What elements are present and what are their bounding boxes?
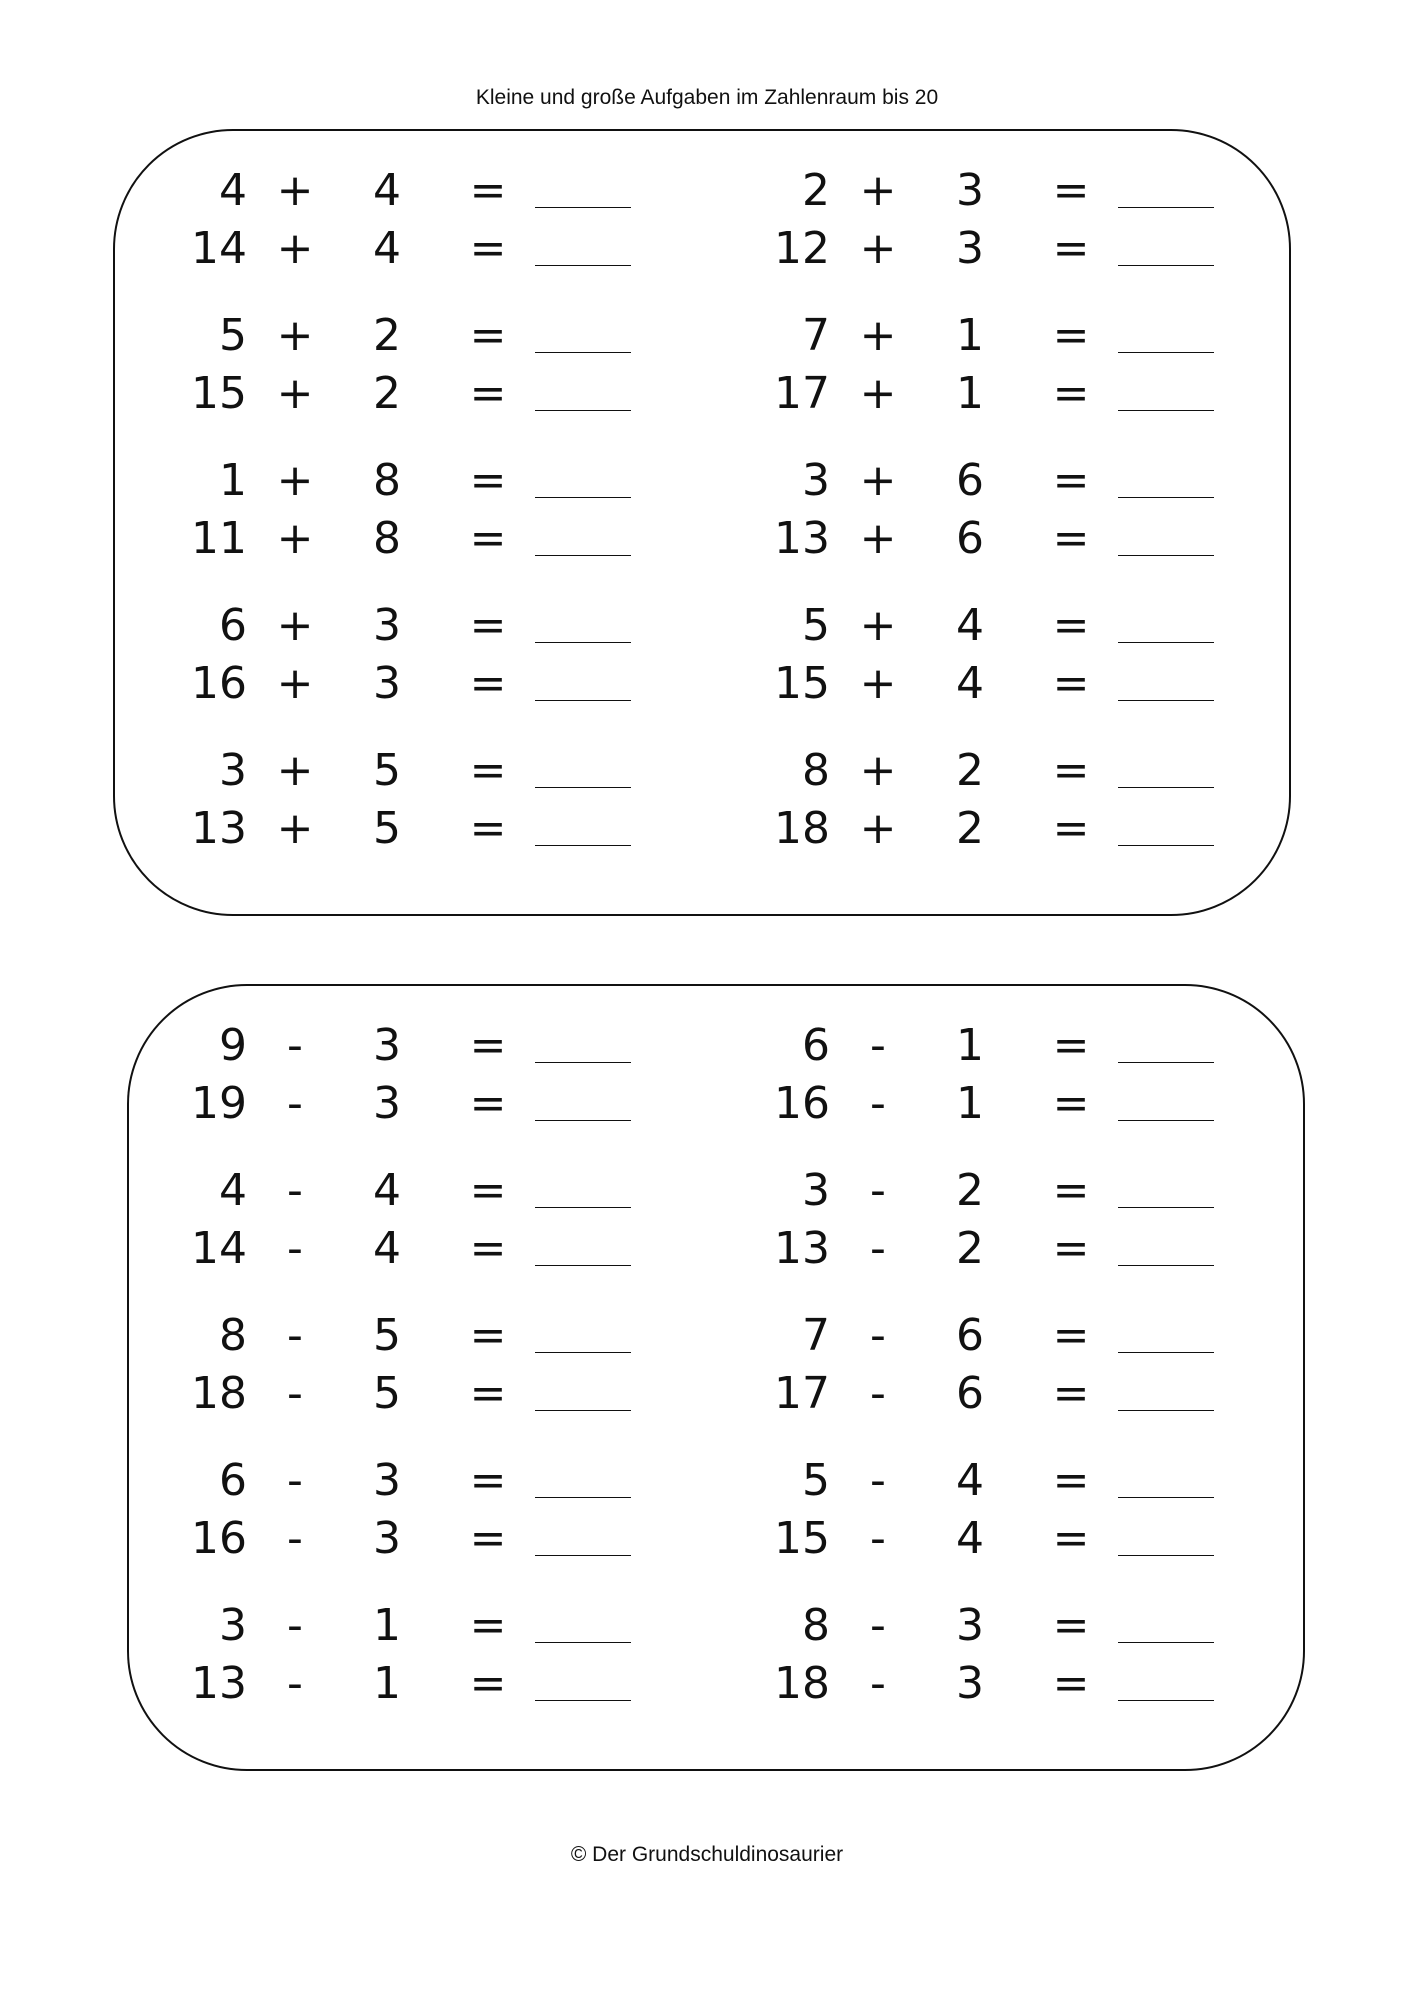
answer-blank[interactable] bbox=[535, 410, 631, 411]
equals-sign: = bbox=[1052, 1223, 1090, 1274]
equals-sign: = bbox=[469, 1165, 507, 1216]
answer-blank[interactable] bbox=[1118, 700, 1214, 701]
operator: - bbox=[287, 1020, 303, 1071]
second-operand: 1 bbox=[956, 310, 984, 361]
first-operand: 5 bbox=[802, 600, 830, 651]
operator: - bbox=[870, 1513, 886, 1564]
first-operand: 8 bbox=[802, 745, 830, 796]
operator: - bbox=[870, 1658, 886, 1709]
operator: + bbox=[276, 600, 314, 651]
answer-blank[interactable] bbox=[535, 700, 631, 701]
first-operand: 15 bbox=[774, 1513, 830, 1564]
answer-blank[interactable] bbox=[535, 1265, 631, 1266]
first-operand: 17 bbox=[774, 368, 830, 419]
equals-sign: = bbox=[1052, 745, 1090, 796]
answer-blank[interactable] bbox=[1118, 410, 1214, 411]
equals-sign: = bbox=[469, 513, 507, 564]
equals-sign: = bbox=[1052, 1368, 1090, 1419]
equals-sign: = bbox=[1052, 368, 1090, 419]
answer-blank[interactable] bbox=[1118, 787, 1214, 788]
answer-blank[interactable] bbox=[1118, 1062, 1214, 1063]
equals-sign: = bbox=[469, 1513, 507, 1564]
operator: - bbox=[287, 1658, 303, 1709]
equals-sign: = bbox=[469, 745, 507, 796]
answer-blank[interactable] bbox=[535, 642, 631, 643]
answer-blank[interactable] bbox=[1118, 265, 1214, 266]
answer-blank[interactable] bbox=[535, 265, 631, 266]
operator: - bbox=[287, 1600, 303, 1651]
answer-blank[interactable] bbox=[535, 1497, 631, 1498]
second-operand: 8 bbox=[373, 455, 401, 506]
first-operand: 7 bbox=[802, 1310, 830, 1361]
first-operand: 1 bbox=[219, 455, 247, 506]
answer-blank[interactable] bbox=[535, 352, 631, 353]
second-operand: 4 bbox=[373, 165, 401, 216]
first-operand: 18 bbox=[774, 803, 830, 854]
second-operand: 4 bbox=[956, 1455, 984, 1506]
operator: + bbox=[276, 455, 314, 506]
operator: + bbox=[859, 223, 897, 274]
second-operand: 2 bbox=[373, 368, 401, 419]
operator: + bbox=[859, 310, 897, 361]
first-operand: 13 bbox=[191, 1658, 247, 1709]
first-operand: 11 bbox=[191, 513, 247, 564]
first-operand: 15 bbox=[191, 368, 247, 419]
first-operand: 3 bbox=[219, 745, 247, 796]
first-operand: 2 bbox=[802, 165, 830, 216]
second-operand: 1 bbox=[373, 1658, 401, 1709]
first-operand: 14 bbox=[191, 1223, 247, 1274]
answer-blank[interactable] bbox=[1118, 845, 1214, 846]
equals-sign: = bbox=[1052, 1078, 1090, 1129]
answer-blank[interactable] bbox=[1118, 1700, 1214, 1701]
page-title: Kleine und große Aufgaben im Zahlenraum bis 20 bbox=[475, 86, 939, 109]
equals-sign: = bbox=[1052, 1513, 1090, 1564]
first-operand: 3 bbox=[802, 455, 830, 506]
second-operand: 3 bbox=[373, 1513, 401, 1564]
answer-blank[interactable] bbox=[1118, 642, 1214, 643]
first-operand: 13 bbox=[191, 803, 247, 854]
answer-blank[interactable] bbox=[1118, 1120, 1214, 1121]
first-operand: 16 bbox=[191, 658, 247, 709]
answer-blank[interactable] bbox=[535, 787, 631, 788]
second-operand: 5 bbox=[373, 1368, 401, 1419]
equals-sign: = bbox=[469, 368, 507, 419]
equals-sign: = bbox=[469, 1455, 507, 1506]
answer-blank[interactable] bbox=[1118, 1207, 1214, 1208]
second-operand: 8 bbox=[373, 513, 401, 564]
answer-blank[interactable] bbox=[535, 1410, 631, 1411]
second-operand: 4 bbox=[373, 223, 401, 274]
equals-sign: = bbox=[1052, 1310, 1090, 1361]
second-operand: 3 bbox=[373, 600, 401, 651]
operator: - bbox=[287, 1223, 303, 1274]
operator: - bbox=[287, 1368, 303, 1419]
second-operand: 3 bbox=[373, 1455, 401, 1506]
second-operand: 1 bbox=[956, 1020, 984, 1071]
answer-blank[interactable] bbox=[535, 1352, 631, 1353]
second-operand: 1 bbox=[956, 368, 984, 419]
answer-blank[interactable] bbox=[535, 845, 631, 846]
operator: - bbox=[870, 1165, 886, 1216]
second-operand: 1 bbox=[956, 1078, 984, 1129]
copyright-footer: © Der Grundschuldinosaurier bbox=[570, 1843, 844, 1866]
equals-sign: = bbox=[1052, 1165, 1090, 1216]
operator: + bbox=[859, 513, 897, 564]
second-operand: 3 bbox=[956, 165, 984, 216]
first-operand: 3 bbox=[802, 1165, 830, 1216]
answer-blank[interactable] bbox=[1118, 1642, 1214, 1643]
first-operand: 16 bbox=[774, 1078, 830, 1129]
first-operand: 18 bbox=[191, 1368, 247, 1419]
first-operand: 8 bbox=[219, 1310, 247, 1361]
equals-sign: = bbox=[469, 1223, 507, 1274]
second-operand: 2 bbox=[956, 803, 984, 854]
equals-sign: = bbox=[469, 1020, 507, 1071]
operator: + bbox=[276, 310, 314, 361]
operator: - bbox=[870, 1020, 886, 1071]
equals-sign: = bbox=[1052, 455, 1090, 506]
answer-blank[interactable] bbox=[1118, 1410, 1214, 1411]
answer-blank[interactable] bbox=[1118, 497, 1214, 498]
first-operand: 14 bbox=[191, 223, 247, 274]
answer-blank[interactable] bbox=[1118, 555, 1214, 556]
second-operand: 6 bbox=[956, 513, 984, 564]
second-operand: 4 bbox=[373, 1165, 401, 1216]
operator: + bbox=[859, 745, 897, 796]
equals-sign: = bbox=[469, 223, 507, 274]
first-operand: 3 bbox=[219, 1600, 247, 1651]
answer-blank[interactable] bbox=[1118, 1497, 1214, 1498]
second-operand: 6 bbox=[956, 1368, 984, 1419]
second-operand: 5 bbox=[373, 745, 401, 796]
first-operand: 5 bbox=[219, 310, 247, 361]
equals-sign: = bbox=[1052, 223, 1090, 274]
equals-sign: = bbox=[1052, 658, 1090, 709]
second-operand: 3 bbox=[956, 1600, 984, 1651]
operator: + bbox=[276, 745, 314, 796]
operator: - bbox=[870, 1310, 886, 1361]
operator: - bbox=[287, 1078, 303, 1129]
second-operand: 4 bbox=[956, 658, 984, 709]
equals-sign: = bbox=[469, 658, 507, 709]
equals-sign: = bbox=[1052, 803, 1090, 854]
answer-blank[interactable] bbox=[535, 1120, 631, 1121]
second-operand: 5 bbox=[373, 803, 401, 854]
second-operand: 4 bbox=[956, 1513, 984, 1564]
operator: - bbox=[287, 1310, 303, 1361]
equals-sign: = bbox=[469, 1658, 507, 1709]
operator: + bbox=[276, 368, 314, 419]
first-operand: 18 bbox=[774, 1658, 830, 1709]
second-operand: 1 bbox=[373, 1600, 401, 1651]
operator: + bbox=[859, 165, 897, 216]
equals-sign: = bbox=[469, 1368, 507, 1419]
operator: - bbox=[287, 1513, 303, 1564]
operator: + bbox=[859, 803, 897, 854]
answer-blank[interactable] bbox=[535, 1700, 631, 1701]
equals-sign: = bbox=[469, 455, 507, 506]
operator: - bbox=[287, 1455, 303, 1506]
answer-blank[interactable] bbox=[1118, 207, 1214, 208]
second-operand: 6 bbox=[956, 455, 984, 506]
second-operand: 3 bbox=[373, 1020, 401, 1071]
answer-blank[interactable] bbox=[535, 1062, 631, 1063]
second-operand: 2 bbox=[956, 1165, 984, 1216]
equals-sign: = bbox=[469, 1600, 507, 1651]
first-operand: 15 bbox=[774, 658, 830, 709]
first-operand: 16 bbox=[191, 1513, 247, 1564]
operator: - bbox=[870, 1078, 886, 1129]
first-operand: 7 bbox=[802, 310, 830, 361]
answer-blank[interactable] bbox=[1118, 1265, 1214, 1266]
equals-sign: = bbox=[1052, 165, 1090, 216]
second-operand: 3 bbox=[956, 1658, 984, 1709]
first-operand: 9 bbox=[219, 1020, 247, 1071]
equals-sign: = bbox=[469, 1310, 507, 1361]
answer-blank[interactable] bbox=[535, 1642, 631, 1643]
second-operand: 3 bbox=[373, 1078, 401, 1129]
first-operand: 19 bbox=[191, 1078, 247, 1129]
second-operand: 2 bbox=[956, 745, 984, 796]
answer-blank[interactable] bbox=[535, 497, 631, 498]
equals-sign: = bbox=[469, 165, 507, 216]
second-operand: 4 bbox=[956, 600, 984, 651]
first-operand: 6 bbox=[219, 600, 247, 651]
first-operand: 8 bbox=[802, 1600, 830, 1651]
equals-sign: = bbox=[1052, 310, 1090, 361]
answer-blank[interactable] bbox=[535, 555, 631, 556]
first-operand: 13 bbox=[774, 513, 830, 564]
equals-sign: = bbox=[1052, 513, 1090, 564]
operator: - bbox=[870, 1223, 886, 1274]
operator: + bbox=[276, 658, 314, 709]
answer-blank[interactable] bbox=[535, 1207, 631, 1208]
second-operand: 3 bbox=[373, 658, 401, 709]
first-operand: 13 bbox=[774, 1223, 830, 1274]
operator: - bbox=[870, 1455, 886, 1506]
second-operand: 2 bbox=[373, 310, 401, 361]
equals-sign: = bbox=[1052, 1658, 1090, 1709]
operator: - bbox=[287, 1165, 303, 1216]
second-operand: 3 bbox=[956, 223, 984, 274]
first-operand: 5 bbox=[802, 1455, 830, 1506]
first-operand: 12 bbox=[774, 223, 830, 274]
first-operand: 4 bbox=[219, 1165, 247, 1216]
equals-sign: = bbox=[469, 803, 507, 854]
equals-sign: = bbox=[1052, 600, 1090, 651]
answer-blank[interactable] bbox=[535, 1555, 631, 1556]
operator: + bbox=[276, 165, 314, 216]
operator: - bbox=[870, 1600, 886, 1651]
operator: + bbox=[859, 600, 897, 651]
first-operand: 4 bbox=[219, 165, 247, 216]
first-operand: 6 bbox=[802, 1020, 830, 1071]
equals-sign: = bbox=[1052, 1020, 1090, 1071]
operator: - bbox=[870, 1368, 886, 1419]
answer-blank[interactable] bbox=[1118, 1555, 1214, 1556]
answer-blank[interactable] bbox=[535, 207, 631, 208]
operator: + bbox=[859, 658, 897, 709]
answer-blank[interactable] bbox=[1118, 352, 1214, 353]
second-operand: 4 bbox=[373, 1223, 401, 1274]
operator: + bbox=[859, 368, 897, 419]
operator: + bbox=[859, 455, 897, 506]
equals-sign: = bbox=[469, 310, 507, 361]
equals-sign: = bbox=[469, 600, 507, 651]
equals-sign: = bbox=[1052, 1600, 1090, 1651]
operator: + bbox=[276, 513, 314, 564]
operator: + bbox=[276, 803, 314, 854]
second-operand: 6 bbox=[956, 1310, 984, 1361]
first-operand: 17 bbox=[774, 1368, 830, 1419]
answer-blank[interactable] bbox=[1118, 1352, 1214, 1353]
second-operand: 2 bbox=[956, 1223, 984, 1274]
equals-sign: = bbox=[469, 1078, 507, 1129]
second-operand: 5 bbox=[373, 1310, 401, 1361]
operator: + bbox=[276, 223, 314, 274]
equals-sign: = bbox=[1052, 1455, 1090, 1506]
first-operand: 6 bbox=[219, 1455, 247, 1506]
